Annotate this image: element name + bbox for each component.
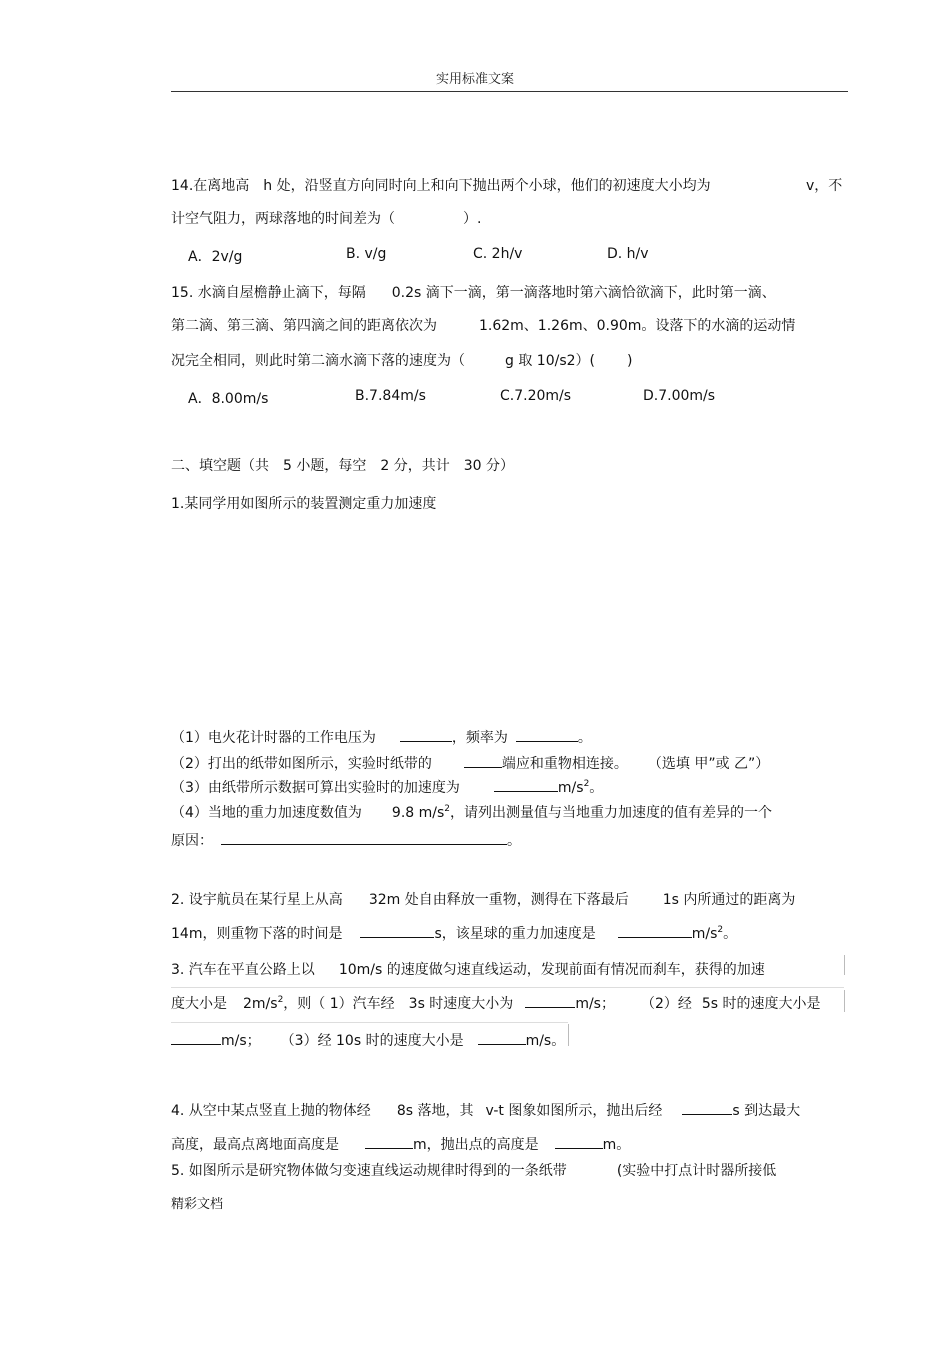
answer-blank[interactable] — [525, 995, 575, 1008]
q14-option-d: D. h/v — [607, 246, 649, 262]
q15-text: g 取 10/s2）( — [505, 353, 595, 369]
answer-blank[interactable] — [464, 755, 502, 768]
q14-text: 14.在离地高 — [171, 178, 250, 194]
f5-text: 5. 如图所示是研究物体做匀变速直线运动规律时得到的一条纸带 — [171, 1163, 567, 1179]
f1-superscript: 2 — [444, 804, 451, 814]
q15-option-b: B.7.84m/s — [355, 388, 426, 404]
f4-text: 8s 落地，其 — [396, 1103, 474, 1119]
answer-blank[interactable] — [516, 729, 578, 742]
q15-option-a: A．8.00m/s — [188, 391, 269, 407]
section-heading — [171, 455, 514, 475]
section-text: 二、填空题（共 — [171, 458, 269, 474]
q14-line-2 — [171, 208, 481, 228]
f5-text: (实验中打点计时器所接低 — [616, 1163, 777, 1179]
f1-sub-2 — [171, 753, 769, 773]
section-text: 30 分） — [463, 458, 514, 474]
f1-text: 。 — [589, 780, 604, 796]
f2-line-1 — [171, 889, 795, 909]
f2-text: 32m 处自由释放一重物，测得在下落最后 — [368, 892, 629, 908]
f4-line-2 — [171, 1134, 630, 1154]
q15-text: 第二滴、第三滴、第四滴之间的距离依次为 — [171, 318, 437, 334]
f1-text: （2）打出的纸带如图所示，实验时纸带的 — [171, 756, 432, 772]
f1-text: （3）由纸带所示数据可算出实验时的加速度为 — [171, 780, 460, 796]
f5-line-1 — [171, 1160, 776, 1180]
f1-sub-3 — [171, 777, 603, 797]
frame-edge — [171, 987, 844, 988]
q14-text: ）. — [463, 211, 482, 227]
q15-text: 15. 水滴自屋檐静止滴下，每隔 — [171, 285, 366, 301]
q14-option-b: B. v/g — [346, 246, 387, 262]
f3-line-3 — [171, 1030, 565, 1050]
q15-text: 0.2s 滴下一滴，第一滴落地时第六滴恰欲滴下，此时第一滴、 — [391, 285, 776, 301]
page-footer: 精彩文档 — [171, 1197, 224, 1212]
answer-blank[interactable] — [360, 925, 434, 938]
answer-blank[interactable] — [400, 729, 452, 742]
answer-blank[interactable] — [478, 1032, 526, 1045]
f1-sub-1 — [171, 727, 592, 747]
section-text: 2 分，共计 — [380, 458, 450, 474]
f2-text: s，该星球的重力加速度是 — [434, 926, 596, 942]
q14-option-c: C. 2h/v — [473, 246, 523, 262]
answer-blank[interactable] — [682, 1102, 732, 1115]
frame-edge — [568, 1024, 569, 1046]
f2-text: 1s 内所通过的距离为 — [662, 892, 796, 908]
q15-text: 1.62m、1.26m、0.90m。设落下的水滴的运动情 — [479, 318, 796, 334]
f1-text: （选填 甲”或 乙”） — [647, 756, 770, 772]
header-rule — [171, 91, 848, 92]
f1-text: ，频率为 — [451, 730, 508, 746]
q14-option-a: A．2v/g — [188, 249, 243, 265]
f4-line-1 — [171, 1100, 800, 1120]
frame-edge — [844, 955, 845, 975]
f3-text: 5s 时的速度大小是 — [701, 996, 821, 1012]
f1-text: 。 — [507, 833, 521, 849]
f1-text: 端应和重物相连接。 — [501, 756, 628, 772]
f3-superscript: 2 — [277, 995, 284, 1005]
f4-text: s 到达最大 — [732, 1103, 801, 1119]
f3-text: 度大小是 — [171, 996, 227, 1012]
q15-option-c: C.7.20m/s — [500, 388, 572, 404]
frame-edge — [171, 1022, 568, 1023]
f2-text: 2. 设宇航员在某行星上从高 — [171, 892, 343, 908]
f3-text: m/s。 — [525, 1033, 566, 1049]
q15-line-3 — [171, 350, 632, 370]
f3-line-1 — [171, 959, 765, 979]
f3-text: 10m/s 的速度做匀速直线运动，发现前面有情况而刹车，获得的加速 — [338, 962, 765, 978]
answer-blank[interactable] — [171, 1032, 221, 1045]
answer-blank[interactable] — [555, 1136, 603, 1149]
f2-text: 。 — [723, 926, 738, 942]
f3-text: （3）经 10s 时的速度大小是 — [280, 1033, 464, 1049]
f3-text: m/s； — [575, 996, 615, 1012]
f3-line-2 — [171, 993, 821, 1013]
f4-text: v-t 图象如图所示，抛出后经 — [485, 1103, 663, 1119]
f3-text: m/s； — [221, 1033, 261, 1049]
f2-text: 14m，则重物下落的时间是 — [171, 926, 343, 942]
answer-blank[interactable] — [221, 832, 507, 845]
q14-text: 计空气阻力，两球落地的时间差为（ — [171, 211, 395, 227]
f1-sub-5 — [171, 830, 521, 850]
q14-text: v，不 — [806, 178, 843, 194]
f1-text: 9.8 m/s — [391, 805, 445, 821]
q15-option-d: D.7.00m/s — [643, 388, 716, 404]
f1-text: m/s — [557, 780, 584, 796]
f1-text: 。 — [577, 730, 592, 746]
f3-text: （2）经 — [640, 996, 692, 1012]
f1-stem: 1.某同学用如图所示的装置测定重力加速度 — [171, 496, 437, 512]
f4-text: 高度，最高点离地面高度是 — [171, 1137, 339, 1153]
f3-text: 3. 汽车在平直公路上以 — [171, 962, 315, 978]
f2-text: m/s — [691, 926, 718, 942]
answer-blank[interactable] — [365, 1136, 413, 1149]
f4-text: 4. 从空中某点竖直上抛的物体经 — [171, 1103, 371, 1119]
f3-text: 3s 时速度大小为 — [408, 996, 514, 1012]
q14-text: h 处，沿竖直方向同时向上和向下抛出两个小球，他们的初速度大小均为 — [263, 178, 711, 194]
f2-superscript: 2 — [717, 925, 724, 935]
f1-sub-4 — [171, 802, 772, 822]
f1-text: ，请列出测量值与当地重力加速度的值有差异的一个 — [450, 805, 773, 821]
f4-text: m。 — [602, 1137, 631, 1153]
q15-line-1 — [171, 282, 776, 302]
f2-line-2 — [171, 923, 737, 943]
f3-text: ，则（ 1）汽车经 — [283, 996, 395, 1012]
f3-text: 2m/s — [243, 996, 278, 1012]
frame-edge — [844, 990, 845, 1012]
f1-text: （4）当地的重力加速度数值为 — [171, 805, 362, 821]
answer-blank[interactable] — [494, 779, 558, 792]
figure-placeholder — [171, 520, 848, 710]
f1-text: （1）电火花计时器的工作电压为 — [171, 730, 376, 746]
section-text: 5 小题，每空 — [283, 458, 367, 474]
q15-text: ) — [626, 353, 633, 369]
f1-text: 原因： — [171, 833, 213, 849]
q15-line-2 — [171, 315, 795, 335]
page-header: 实用标准文案 — [435, 72, 514, 87]
f1-superscript: 2 — [583, 779, 590, 789]
answer-blank[interactable] — [618, 925, 692, 938]
f4-text: m，抛出点的高度是 — [413, 1137, 539, 1153]
q14-line-1 — [171, 175, 711, 195]
q15-text: 况完全相同，则此时第二滴水滴下落的速度为（ — [171, 353, 465, 369]
